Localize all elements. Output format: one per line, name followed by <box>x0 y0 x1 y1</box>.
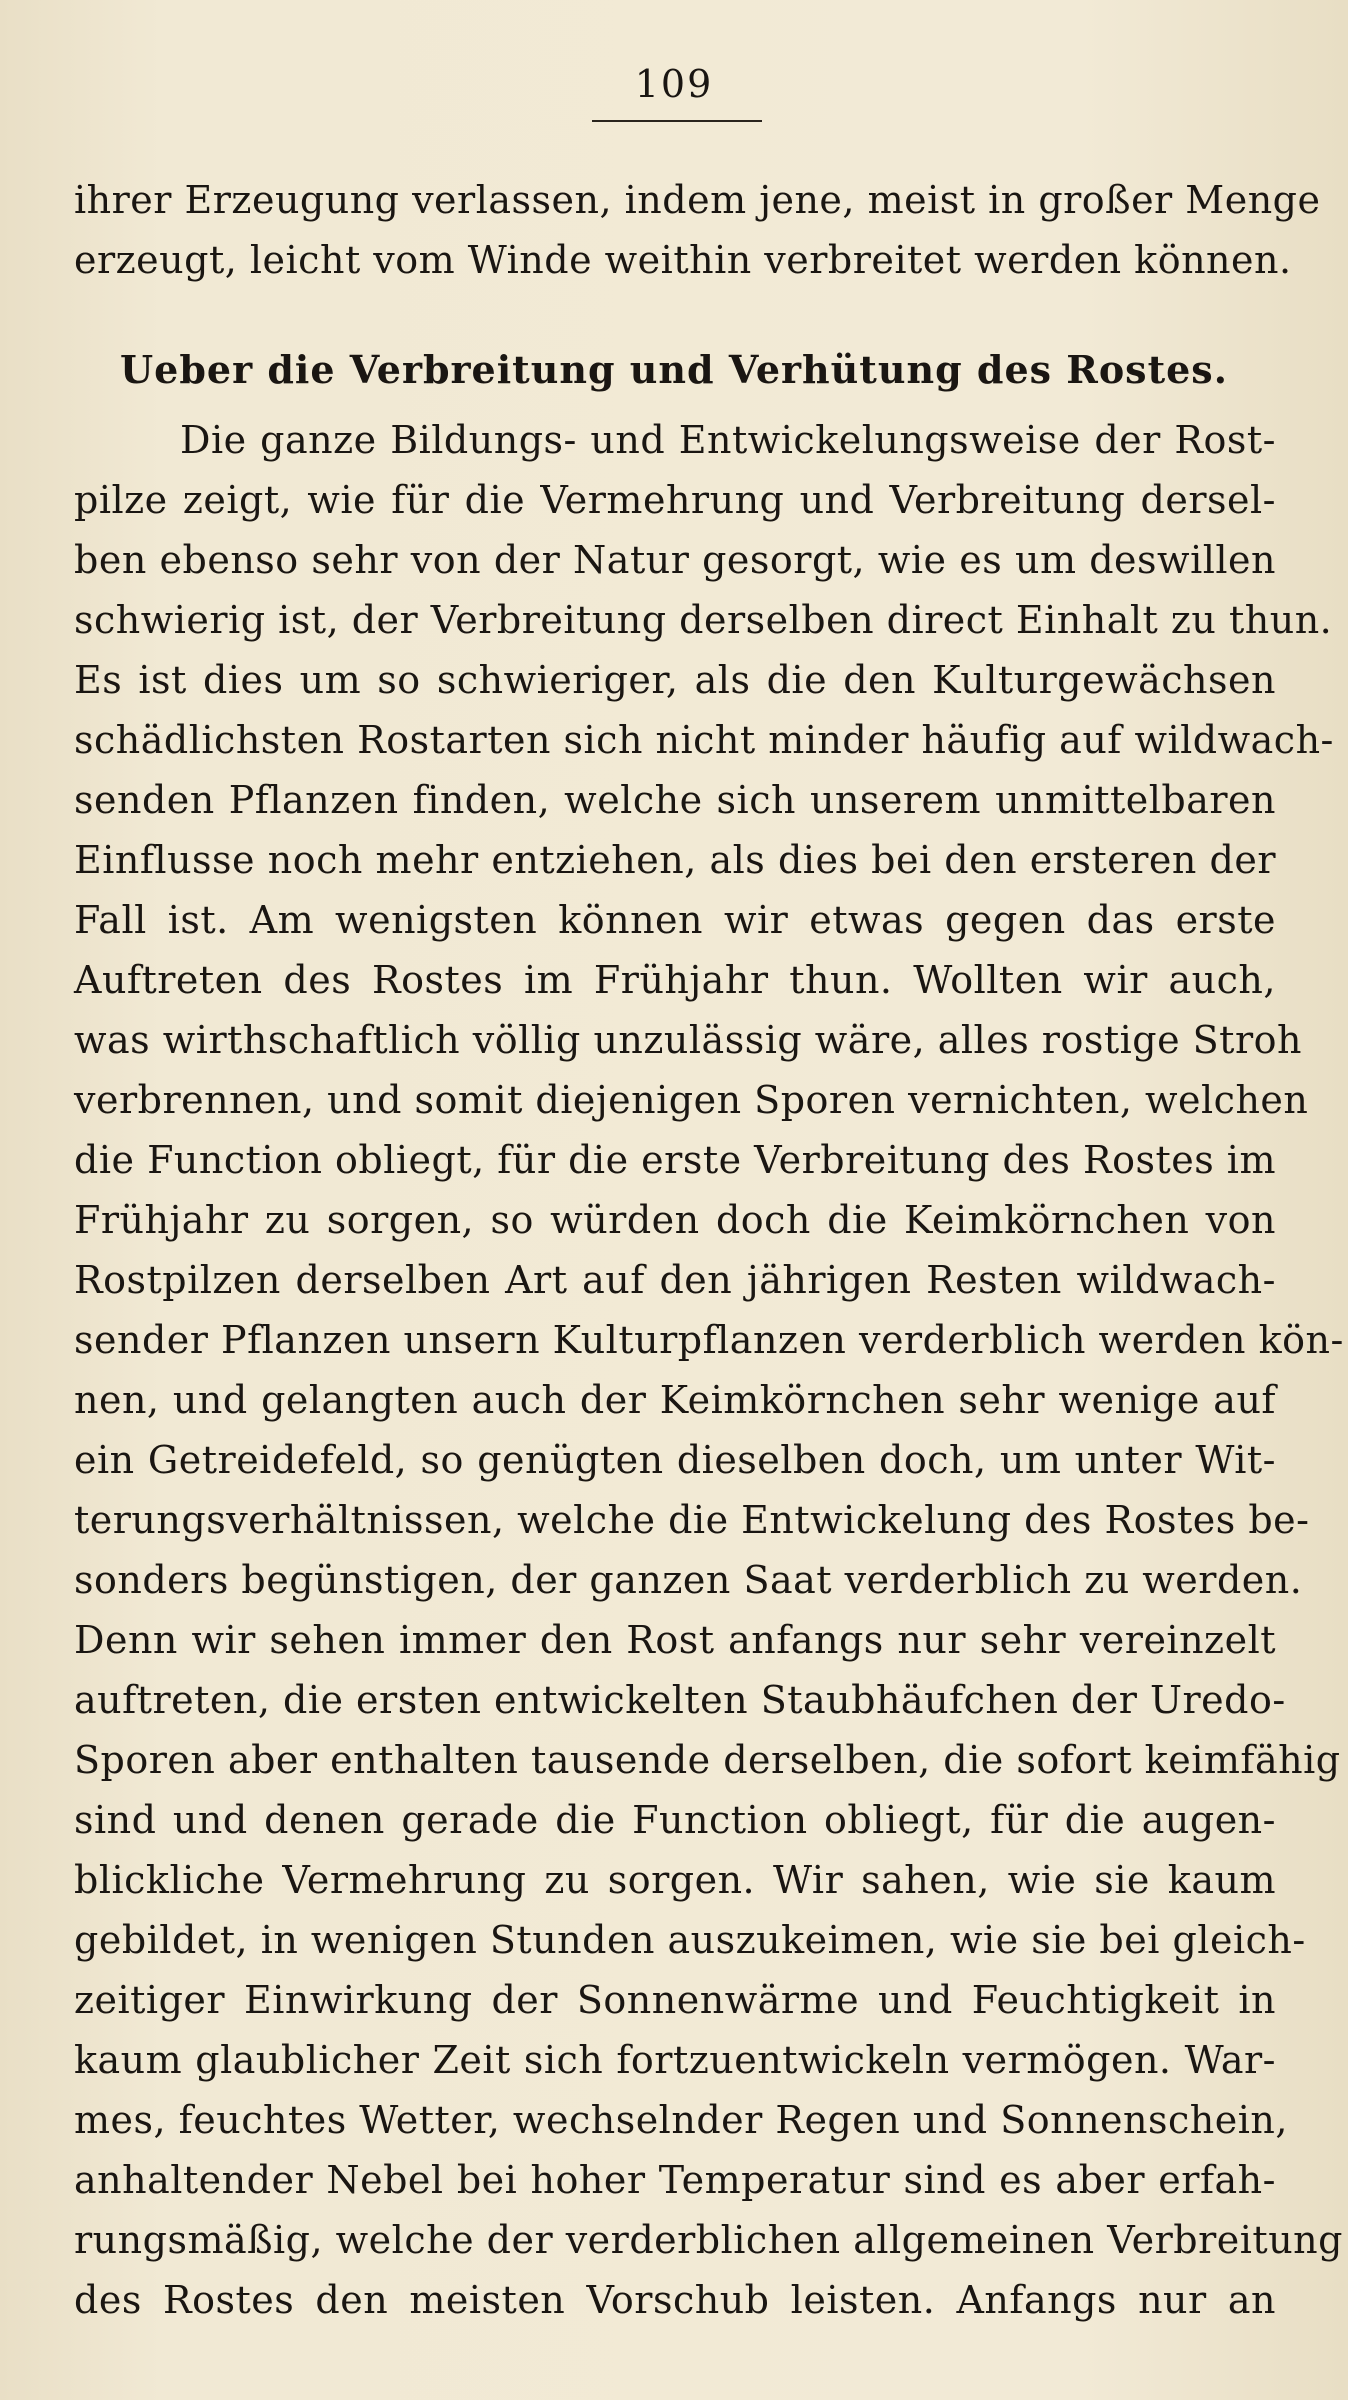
text-line: Fall ist. Am wenigsten können wir etwas gegen das erste <box>74 898 1276 942</box>
text-line: ihrer Erzeugung verlassen, indem jene, meist in großer Menge <box>74 178 1321 222</box>
text-line: terungsverhältnissen, welche die Entwickelung des Rostes be- <box>74 1498 1310 1542</box>
text-line: die Function obliegt, für die erste Verbreitung des Rostes im <box>74 1138 1276 1182</box>
text-line: kaum glaublicher Zeit sich fortzuentwickeln vermögen. War- <box>74 2038 1276 2082</box>
text-line: Einflusse noch mehr entziehen, als dies bei den ersteren der <box>74 838 1276 882</box>
text-line: sind und denen gerade die Function obliegt, für die augen- <box>74 1798 1276 1842</box>
text-line: Denn wir sehen immer den Rost anfangs nur sehr vereinzelt <box>74 1618 1276 1662</box>
text-line: pilze zeigt, wie für die Vermehrung und Verbreitung dersel- <box>74 478 1276 522</box>
text-line: gebildet, in wenigen Stunden auszukeimen, wie sie bei gleich- <box>74 1918 1306 1962</box>
text-line: schädlichsten Rostarten sich nicht minder häufig auf wildwach- <box>74 718 1334 762</box>
text-line: zeitiger Einwirkung der Sonnenwärme und Feuchtigkeit in <box>74 1978 1276 2022</box>
text-line: auftreten, die ersten entwickelten Staubhäufchen der Uredo- <box>74 1678 1286 1722</box>
text-line: Rostpilzen derselben Art auf den jährigen Resten wildwach- <box>74 1258 1276 1302</box>
text-line: verbrennen, und somit diejenigen Sporen vernichten, welchen <box>74 1078 1309 1122</box>
text-line: was wirthschaftlich völlig unzulässig wäre, alles rostige Stroh <box>74 1018 1302 1062</box>
text-line: Die ganze Bildungs- und Entwickelungsweise der Rost- <box>180 418 1276 462</box>
text-line: Es ist dies um so schwieriger, als die den Kulturgewächsen <box>74 658 1276 702</box>
text-line: Sporen aber enthalten tausende derselben, die sofort keimfähig <box>74 1738 1341 1782</box>
page-number: 109 <box>634 62 714 106</box>
text-line: rungsmäßig, welche der verderblichen allgemeinen Verbreitung <box>74 2218 1343 2262</box>
text-line: mes, feuchtes Wetter, wechselnder Regen und Sonnenschein, <box>74 2098 1288 2142</box>
section-heading: Ueber die Verbreitung und Verhütung des Rostes. <box>120 347 1228 392</box>
text-line: sender Pflanzen unsern Kulturpflanzen verderblich werden kön- <box>74 1318 1344 1362</box>
text-line: anhaltender Nebel bei hoher Temperatur sind es aber erfah- <box>74 2158 1276 2202</box>
text-line: senden Pflanzen finden, welche sich unserem unmittelbaren <box>74 778 1276 822</box>
text-line: schwierig ist, der Verbreitung derselben direct Einhalt zu thun. <box>74 598 1333 642</box>
text-line: sonders begünstigen, der ganzen Saat verderblich zu werden. <box>74 1558 1303 1602</box>
text-line: ein Getreidefeld, so genügten dieselben doch, um unter Wit- <box>74 1438 1276 1482</box>
text-line: blickliche Vermehrung zu sorgen. Wir sahen, wie sie kaum <box>74 1858 1276 1902</box>
text-line: Auftreten des Rostes im Frühjahr thun. Wollten wir auch, <box>74 958 1276 1002</box>
text-line: nen, und gelangten auch der Keimkörnchen sehr wenige auf <box>74 1378 1276 1422</box>
header-rule <box>592 120 762 122</box>
text-line: ben ebenso sehr von der Natur gesorgt, wie es um deswillen <box>74 538 1276 582</box>
text-line: erzeugt, leicht vom Winde weithin verbreitet werden können. <box>74 238 1292 282</box>
text-line: Frühjahr zu sorgen, so würden doch die Keimkörnchen von <box>74 1198 1276 1242</box>
text-line: des Rostes den meisten Vorschub leisten. Anfangs nur an <box>74 2278 1276 2322</box>
